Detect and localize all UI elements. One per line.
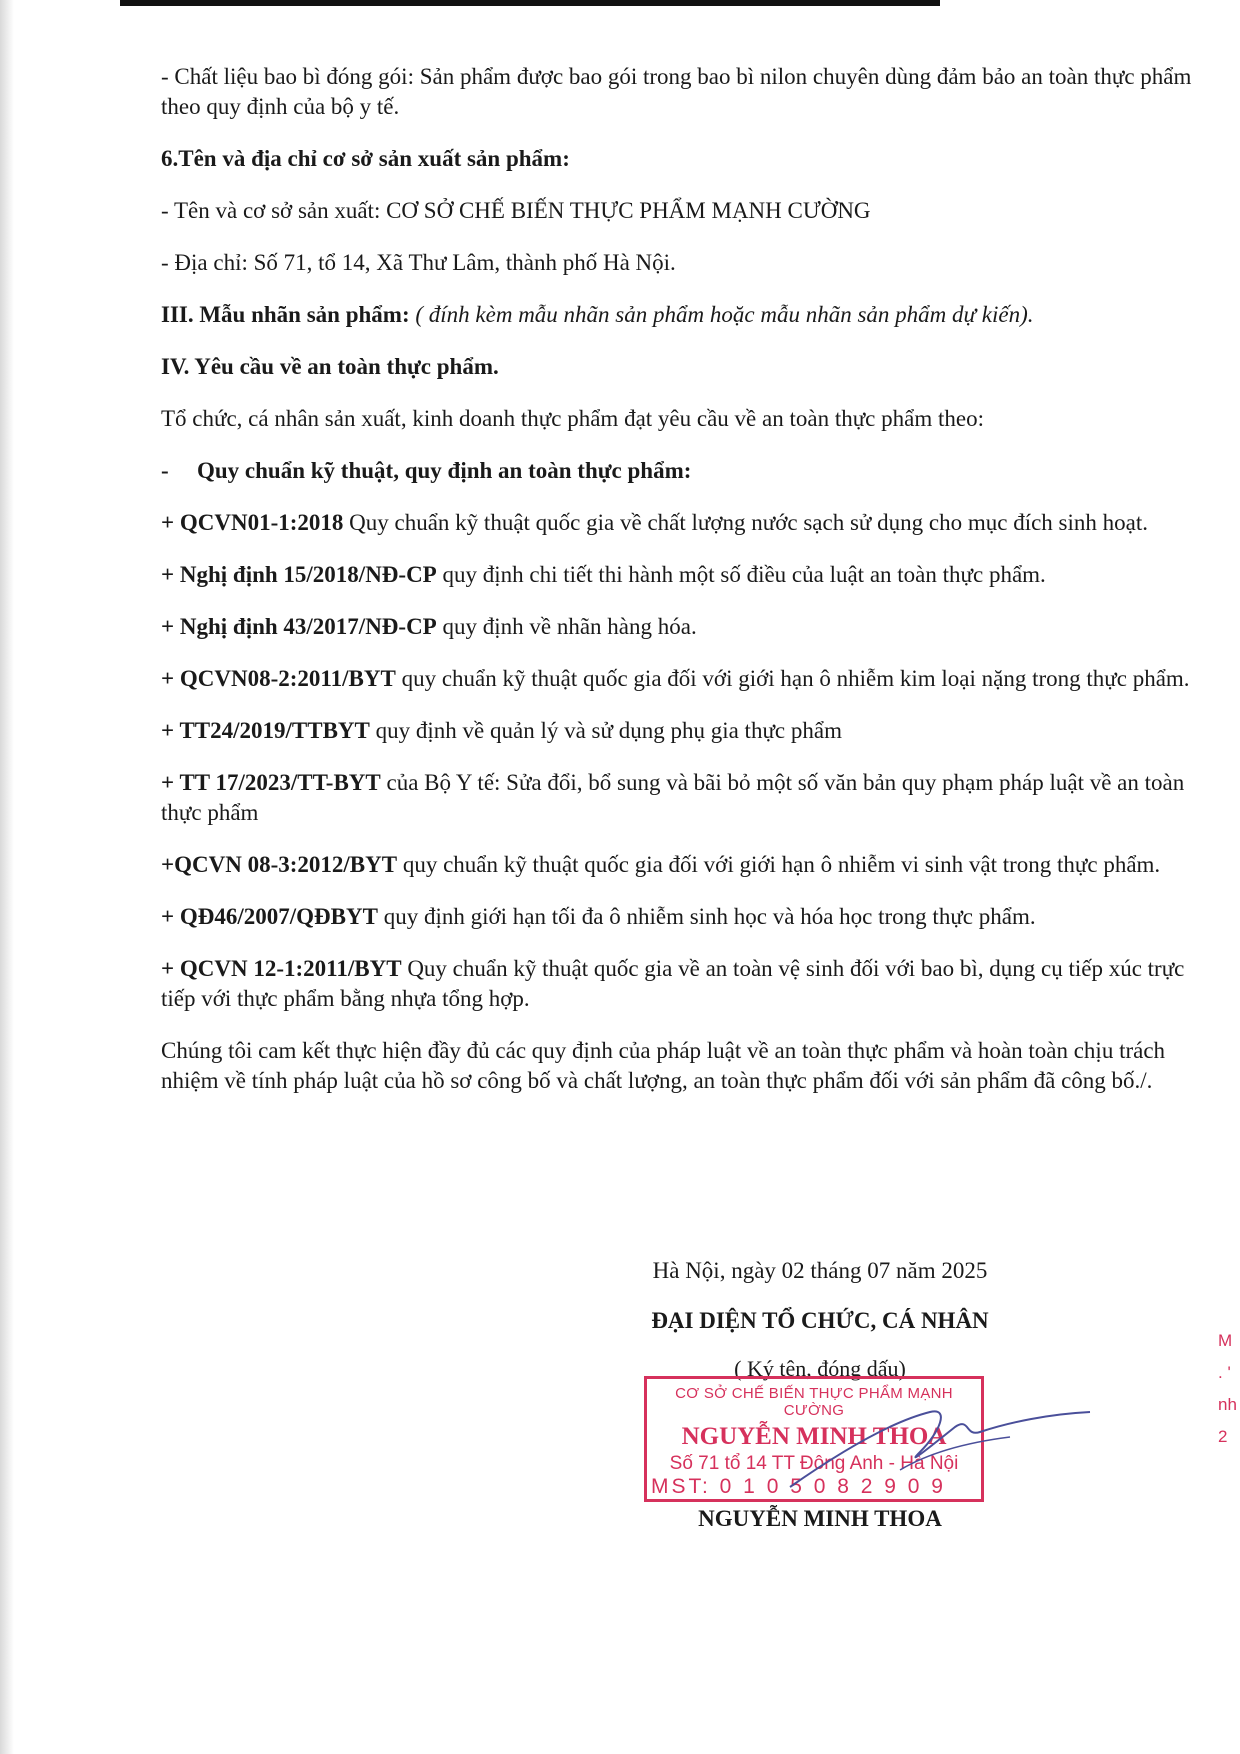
regulation-code: + QCVN 12-1:2011/BYT <box>161 956 402 981</box>
section-6-heading: 6.Tên và địa chỉ cơ sở sản xuất sản phẩm: <box>161 146 570 171</box>
document-body <box>161 62 1196 1096</box>
regulation-item <box>161 612 1196 642</box>
packaging-paragraph: - Chất liệu bao bì đóng gói: Sản phẩm được bao gói trong bao bì nilon chuyên dùng đảm bảo an toàn thực phẩm theo quy định của bộ y tế. <box>161 64 1192 119</box>
regulation-text: quy định về nhãn hàng hóa. <box>436 614 697 639</box>
regulation-text: Quy chuẩn kỹ thuật quốc gia về an toàn vệ sinh đối với bao bì, dụng cụ tiếp xúc trực tiếp với thực phẩm bằng nhựa tổng hợp. <box>161 956 1185 1011</box>
regulation-item <box>161 664 1196 694</box>
regulations-title: Quy chuẩn kỹ thuật, quy định an toàn thực phẩm: <box>197 458 692 483</box>
regulation-item <box>161 850 1196 880</box>
signer-name: NGUYỄN MINH THOA <box>698 1506 942 1531</box>
regulation-text: quy định giới hạn tối đa ô nhiễm sinh học và hóa học trong thực phẩm. <box>377 904 1036 929</box>
regulation-item <box>161 560 1196 590</box>
regulation-text: quy định về quản lý và sử dụng phụ gia thực phẩm <box>369 718 842 743</box>
stamp-owner: NGUYỄN MINH THOA <box>681 1423 947 1450</box>
regulation-item <box>161 902 1196 932</box>
scan-shadow <box>0 0 14 1754</box>
stamp-company: CƠ SỞ CHẾ BIẾN THỰC PHẨM MẠNH CƯỜNG <box>675 1385 953 1419</box>
regulation-item <box>161 716 1196 746</box>
regulation-code: + Nghị định 15/2018/NĐ-CP <box>161 562 437 587</box>
regulation-code: + QCVN08-2:2011/BYT <box>161 666 396 691</box>
section-3-note: ( đính kèm mẫu nhãn sản phẩm hoặc mẫu nhãn sản phẩm dự kiến). <box>409 302 1034 327</box>
commitment-paragraph: Chúng tôi cam kết thực hiện đầy đủ các quy định của pháp luật về an toàn thực phẩm và hoàn toàn chịu trách nhiệm về tính pháp luật của hồ sơ công bố và chất lượng, an toàn thực phẩm đối với sản phẩm đã công bố./. <box>161 1038 1166 1093</box>
regulation-text: của Bộ Y tế: Sửa đổi, bổ sung và bãi bỏ một số văn bản quy phạm pháp luật về an toàn thực phẩm <box>161 770 1185 825</box>
requirements-intro: Tổ chức, cá nhân sản xuất, kinh doanh thực phẩm đạt yêu cầu về an toàn thực phẩm theo: <box>161 406 984 431</box>
signature-date: Hà Nội, ngày 02 tháng 07 năm 2025 <box>652 1258 988 1283</box>
section-4-heading: IV. Yêu cầu về an toàn thực phẩm. <box>161 354 499 379</box>
regulation-text: quy chuẩn kỹ thuật quốc gia đối với giới hạn ô nhiễm vi sinh vật trong thực phẩm. <box>397 852 1161 877</box>
regulation-code: + TT 17/2023/TT-BYT <box>161 770 381 795</box>
edge-mark: M <box>1218 1331 1233 1350</box>
producer-address: - Địa chỉ: Số 71, tổ 14, Xã Thư Lâm, thành phố Hà Nội. <box>161 250 676 275</box>
regulation-code: + QĐ46/2007/QĐBYT <box>161 904 378 929</box>
stamp-tax-code: MST: 0 1 0 5 0 8 2 9 0 9 <box>651 1475 946 1498</box>
regulation-text: Quy chuẩn kỹ thuật quốc gia về chất lượng nước sạch sử dụng cho mục đích sinh hoạt. <box>343 510 1148 535</box>
regulation-code: + Nghị định 43/2017/NĐ-CP <box>161 614 437 639</box>
regulation-item <box>161 954 1196 1014</box>
regulations-heading <box>161 456 1196 486</box>
edge-mark: 2 <box>1218 1427 1228 1446</box>
section-3-heading <box>161 300 1196 330</box>
signature-note: ( Ký tên, đóng dấu) <box>734 1356 906 1381</box>
section-3-title: III. Mẫu nhãn sản phẩm: <box>161 302 410 327</box>
regulation-item <box>161 508 1196 538</box>
regulation-text: quy định chi tiết thi hành một số điều của luật an toàn thực phẩm. <box>436 562 1046 587</box>
handwritten-signature <box>780 1392 1100 1502</box>
page-edge-marks <box>1218 1325 1240 1453</box>
scan-top-edge <box>120 0 940 6</box>
regulation-code: + TT24/2019/TTBYT <box>161 718 370 743</box>
signature-title: ĐẠI DIỆN TỔ CHỨC, CÁ NHÂN <box>651 1308 989 1333</box>
stamp-address: Số 71 tổ 14 TT Đông Anh - Hà Nội <box>669 1453 959 1474</box>
edge-mark: . ' <box>1218 1363 1231 1382</box>
regulation-item <box>161 768 1196 828</box>
producer-name: - Tên và cơ sở sản xuất: CƠ SỞ CHẾ BIẾN THỰC PHẨM MẠNH CƯỜNG <box>161 198 871 223</box>
edge-mark: nh <box>1218 1395 1237 1414</box>
regulation-code: +QCVN 08-3:2012/BYT <box>161 852 398 877</box>
regulation-code: + QCVN01-1:2018 <box>161 510 344 535</box>
list-dash: - <box>161 458 169 483</box>
regulation-text: quy chuẩn kỹ thuật quốc gia đối với giới hạn ô nhiễm kim loại nặng trong thực phẩm. <box>395 666 1190 691</box>
